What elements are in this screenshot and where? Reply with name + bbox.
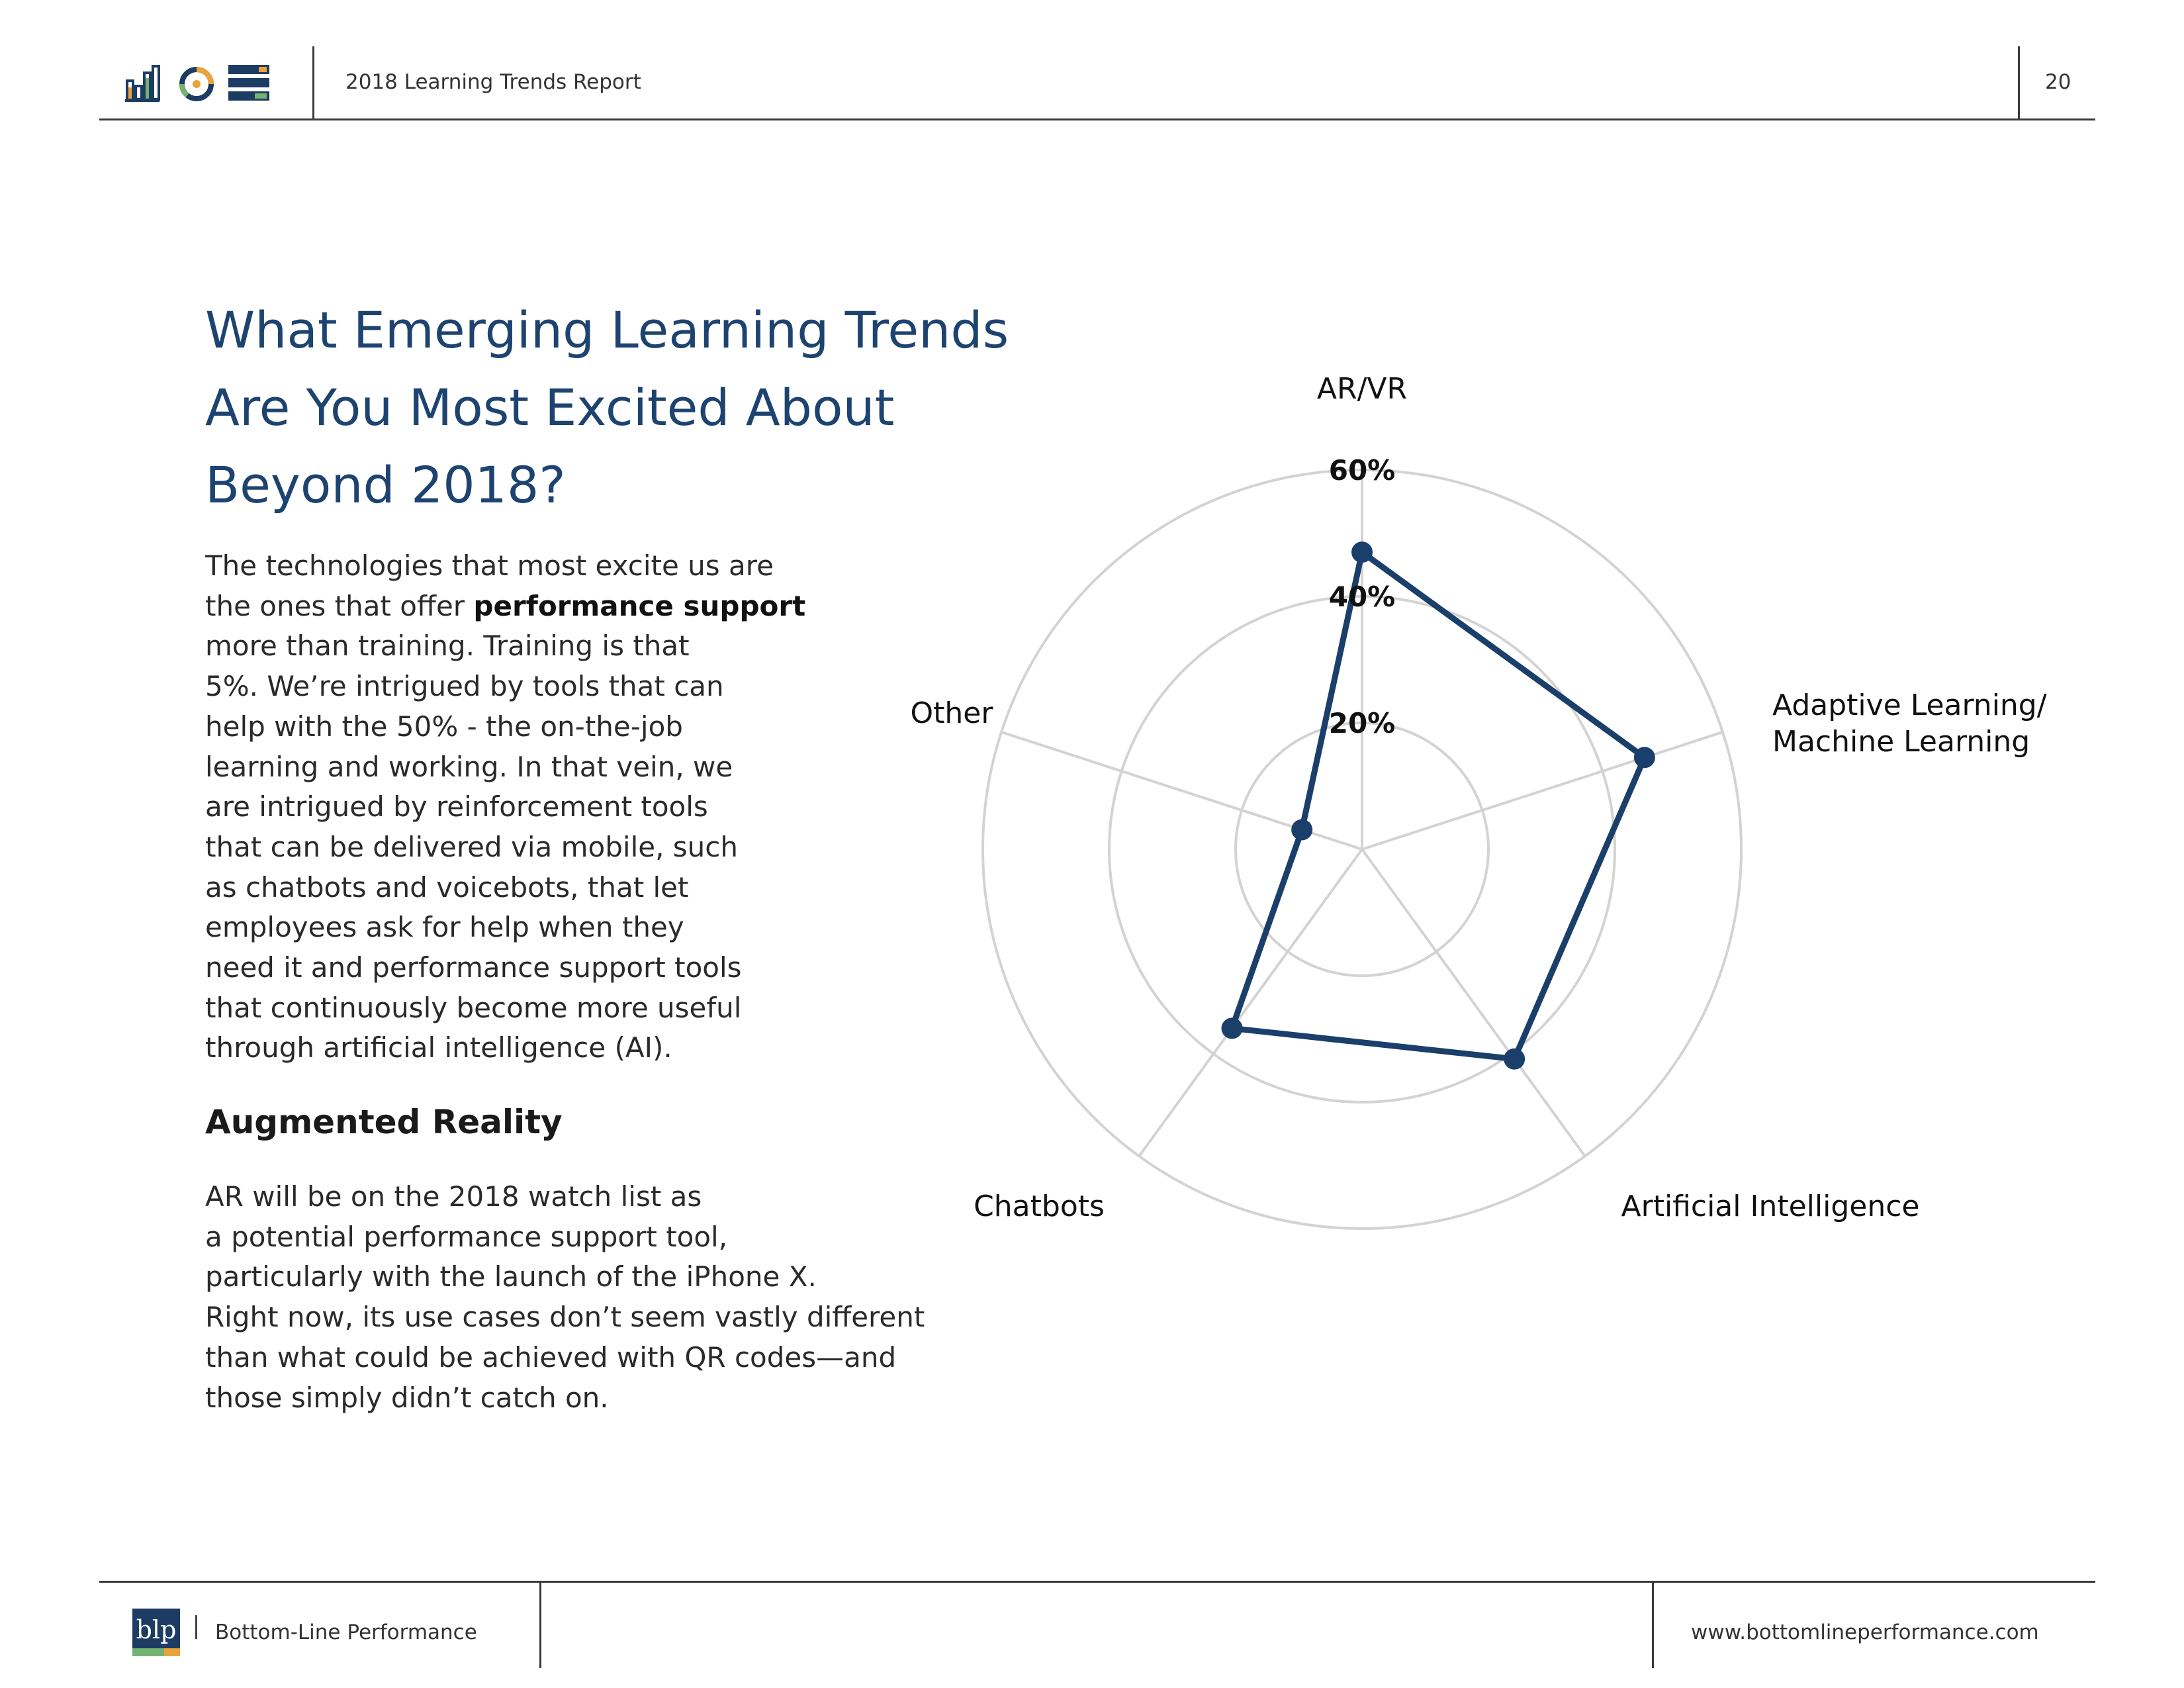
header-logo-icons (122, 61, 275, 105)
header-divider-left (312, 46, 314, 120)
tick-label-60: 60% (1328, 454, 1396, 487)
tick-label-40: 40% (1328, 581, 1396, 613)
heading-line-3: Beyond 2018? (205, 455, 566, 514)
footer-url-link[interactable]: www.bottomlineperformance.com (1691, 1620, 2039, 1644)
section-subheading: Augmented Reality (205, 1103, 563, 1141)
intro-text-end: more than training. Training is that 5%. We’re intrigued by tools that can help with the 50% - the on-the-job learning and working. In that vein, we are intrigued by reinforcement tools that can be delivered via mobile, such as chatbots and voicebots, that let employees ask for help when they need it and performance support tools that continuously become more useful through artificial intelligence (AI). (205, 630, 742, 1064)
footer-company-name: Bottom-Line Performance (215, 1620, 477, 1644)
header-divider-right (2018, 46, 2020, 120)
axis-label-3: Artificial Intelligence (1621, 1190, 1920, 1223)
data-point-4 (1222, 1017, 1243, 1039)
axis-spoke-3 (1362, 849, 1585, 1156)
header-rule (99, 118, 2095, 120)
footer-divider-left (539, 1582, 541, 1668)
data-point-1 (1351, 541, 1373, 563)
data-point-5 (1291, 819, 1312, 840)
footer-logo-separator (195, 1615, 197, 1639)
axis-label-2: Adaptive Learning/ Machine Learning (1772, 688, 2047, 759)
page-number: 20 (2045, 70, 2071, 94)
series-polygon (1232, 552, 1645, 1059)
blp-logo-text: blp (136, 1615, 177, 1644)
ar-paragraph: AR will be on the 2018 watch list as a potential performance support tool, particularly with the launch of the iPhone X. Right now, its use cases don’t seem vastly different than what could be achieved with QR codes—and those simply didn’t catch on. (205, 1180, 925, 1414)
data-point-3 (1504, 1049, 1525, 1070)
axis-spoke-2 (1362, 732, 1723, 849)
heading-line-1: What Emerging Learning Trends (205, 301, 1009, 359)
stacked-bars-icon (228, 65, 269, 101)
bar-chart-icon (125, 66, 159, 102)
footer-rule (99, 1581, 2095, 1583)
radar-chart (794, 344, 2118, 1284)
data-point-2 (1634, 747, 1655, 768)
donut-chart-icon (182, 70, 211, 99)
blp-logo (132, 1609, 180, 1656)
tick-label-20: 20% (1328, 707, 1396, 739)
axis-label-5: Other (910, 696, 993, 730)
axis-label-4: Chatbots (974, 1190, 1105, 1223)
footer-divider-right (1652, 1582, 1654, 1668)
axis-label-1: AR/VR (1316, 372, 1408, 406)
report-title: 2018 Learning Trends Report (345, 70, 641, 94)
intro-text-start: The technologies that most excite us are the ones that offer (205, 549, 774, 622)
heading-line-2: Are You Most Excited About (205, 378, 895, 437)
axis-spoke-4 (1139, 849, 1362, 1156)
intro-bold-phrase: performance support (473, 589, 806, 622)
